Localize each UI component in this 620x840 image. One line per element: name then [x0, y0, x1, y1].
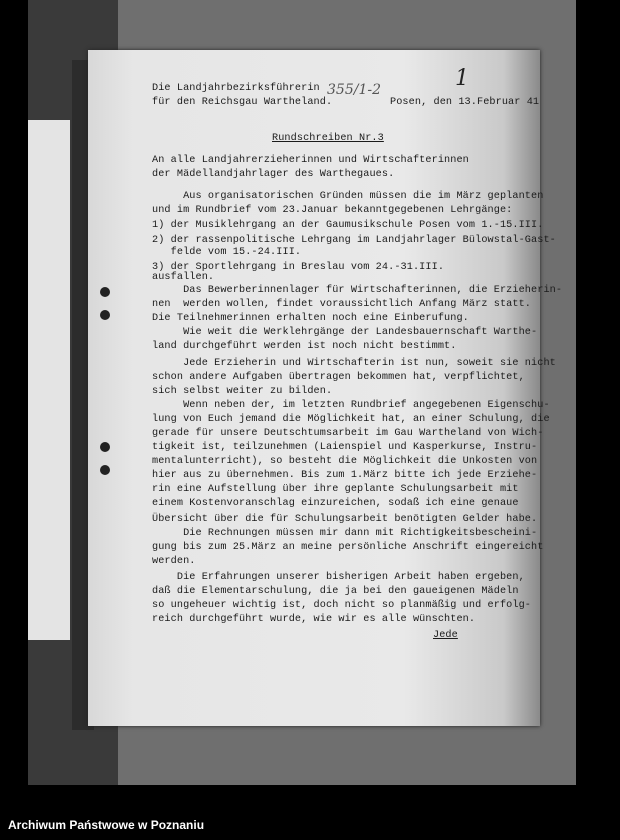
body-line: Die Rechnungen müssen mir dann mit Richtigkeitsbescheini-: [152, 528, 538, 539]
body-line: Übersicht über die für Schulungsarbeit benötigten Gelder habe.: [152, 514, 538, 525]
body-line: einem Kostenvoranschlag einzureichen, sodaß ich eine genaue: [152, 498, 519, 509]
body-line: Das Bewerberinnenlager für Wirtschafterinnen, die Erzieherin-: [152, 285, 563, 296]
body-line: Aus organisatorischen Gründen müssen die im März geplanten: [152, 191, 544, 202]
body-line: gung bis zum 25.März an meine persönliche Anschrift eingereicht: [152, 542, 544, 553]
body-line: reich durchgeführt wurde, wie wir es alle wünschten.: [152, 614, 476, 625]
side-card: [28, 120, 70, 640]
body-line: 1) der Musiklehrgang an der Gaumusikschule Posen vom 1.-15.III.: [152, 220, 544, 231]
body-line: ausfallen.: [152, 272, 215, 283]
body-line: felde vom 15.-24.III.: [152, 247, 302, 258]
title-text: Rundschreiben Nr.3: [272, 133, 384, 144]
body-line: und im Rundbrief vom 23.Januar bekanntgegebenen Lehrgänge:: [152, 205, 513, 216]
body-line: Die Teilnehmerinnen erhalten noch eine Einberufung.: [152, 313, 469, 324]
punch-hole: [100, 310, 110, 320]
body-line: An alle Landjahrerzieherinnen und Wirtschafterinnen: [152, 155, 469, 166]
body-line: Jede Erzieherin und Wirtschafterin ist nun, soweit sie nicht: [152, 358, 556, 369]
body-line: hier aus zu übernehmen. Bis zum 1.März bitte ich jede Erziehe-: [152, 470, 538, 481]
sender-line-2: für den Reichsgau Wartheland.: [152, 97, 333, 108]
body-line: gerade für unsere Deutschtumsarbeit im Gau Wartheland von Wich-: [152, 428, 544, 439]
body-line: der Mädellandjahrlager des Warthegaues.: [152, 169, 395, 180]
archive-footer: Archiwum Państwowe w Poznaniu: [8, 818, 205, 832]
body-line: schon andere Aufgaben übertragen bekommen hat, verpflichtet,: [152, 372, 525, 383]
body-line: mentalunterricht), so besteht die Möglichkeit die Unkosten von: [152, 456, 538, 467]
handwritten-page-number: 1: [455, 66, 469, 91]
body-line: land durchgeführt werden ist noch nicht bestimmt.: [152, 341, 457, 352]
punch-hole: [100, 465, 110, 475]
place-date: Posen, den 13.Februar 41: [390, 97, 540, 108]
body-line: Die Erfahrungen unserer bisherigen Arbeit haben ergeben,: [152, 572, 525, 583]
body-line: Wie weit die Werklehrgänge der Landesbauernschaft Warthe-: [152, 327, 538, 338]
punch-hole: [100, 442, 110, 452]
continuation-word: [433, 630, 458, 642]
body-line: nen werden wollen, findet voraussichtlich Anfang März statt.: [152, 299, 532, 310]
body-line: 3) der Sportlehrgang in Breslau vom 24.-31.III.: [152, 262, 445, 273]
body-line: sich selbst weiter zu bilden.: [152, 386, 333, 397]
body-line: so ungeheuer wichtig ist, doch nicht so planmäßig und erfolg-: [152, 600, 532, 611]
body-line: lung von Euch jemand die Möglichkeit hat, an einer Schulung, die: [152, 414, 550, 425]
body-line: rin eine Aufstellung über ihre geplante Schulungsarbeit mit: [152, 484, 519, 495]
continuation-text: Jede: [433, 630, 458, 641]
body-line: werden.: [152, 556, 196, 567]
body-line: Wenn neben der, im letzten Rundbrief angegebenen Eigenschu-: [152, 400, 550, 411]
document-title: [272, 133, 384, 145]
body-line: tigkeit ist, teilzunehmen (Laienspiel und Kasperkurse, Instru-: [152, 442, 538, 453]
handwritten-signature-number: 355/1-2: [327, 82, 381, 98]
body-line: daß die Elementarschulung, die ja bei den gaueigenen Mädeln: [152, 586, 519, 597]
sender-line-1: Die Landjahrbezirksführerin: [152, 83, 320, 94]
body-line: 2) der rassenpolitische Lehrgang im Landjahrlager Bülowstal-Gast-: [152, 235, 556, 246]
punch-hole: [100, 287, 110, 297]
